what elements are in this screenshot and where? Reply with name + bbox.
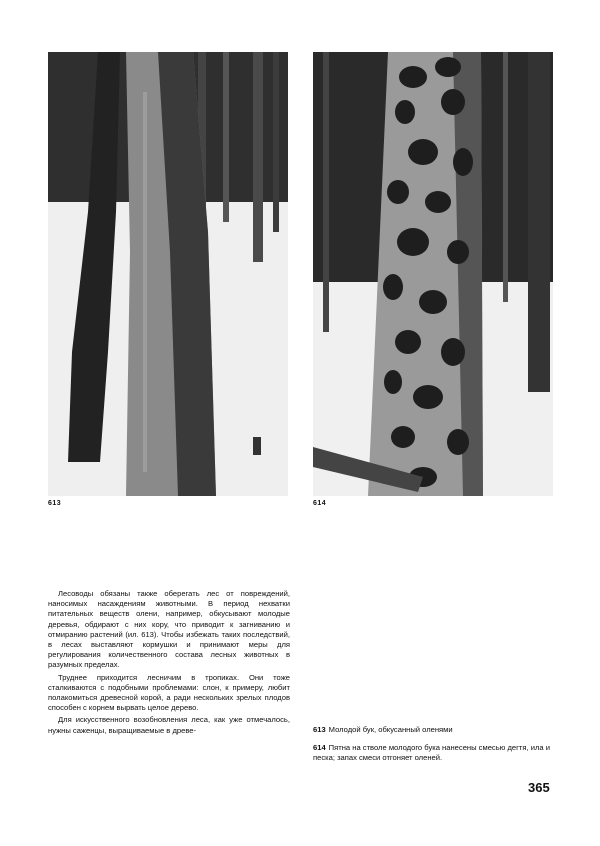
body-paragraph: Труднее приходится лесничим в тропиках. Они тоже сталкиваются с подобными проблемами: слон, к примеру, любит полакомиться древесной корой, а ради нескольких зрелых плодов способен с корнем вырвать целое дерево. [48, 672, 290, 713]
photo-614-spotted-beech [313, 52, 553, 496]
tree-photo-icon [313, 52, 553, 496]
body-paragraph: Лесоводы обязаны также оберегать лес от повреждений, наносимых насаждениям животными. В период нехватки питательных веществ олени, например, обкусывают молодые деревья, обдирают с них кору, что приводит к загниванию и отмиранию растений (ил. 613). Чтобы избежать таких последствий, в лесах выставляют кормушки и принимают меры для регулирования количественного состава лесных животных в разумных пределах. [48, 589, 290, 670]
caption-614 [313, 743, 553, 763]
figure-number-614: 614 [313, 500, 327, 507]
page-number: 365 [528, 780, 550, 795]
figure-captions [313, 725, 553, 764]
figure-number-613: 613 [48, 500, 62, 507]
tree-photo-icon [48, 52, 288, 496]
caption-text: Пятна на стволе молодого бука нанесены смесью дегтя, ила и песка; запах смеси отгоняет оленей. [313, 743, 550, 763]
caption-text: Молодой бук, обкусанный оленями [328, 725, 453, 734]
caption-613 [313, 725, 553, 735]
photo-613-deer-damaged-tree [48, 52, 288, 496]
caption-number: 613 [313, 725, 326, 734]
caption-number: 614 [313, 743, 326, 753]
body-paragraph: Для искусственного возобновления леса, как уже отмечалось, нужны саженцы, выращиваемые в древе- [48, 715, 290, 735]
body-text [48, 589, 290, 736]
